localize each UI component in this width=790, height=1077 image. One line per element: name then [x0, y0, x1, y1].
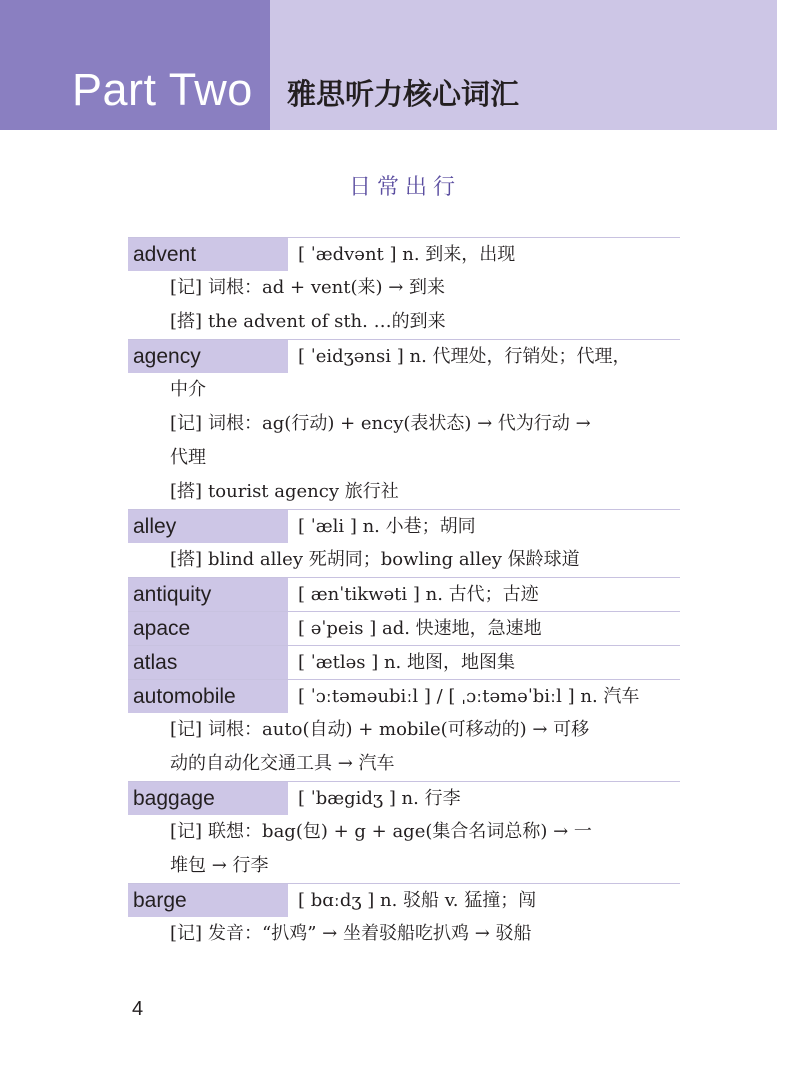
note-text: 代理	[170, 447, 206, 468]
entry-word: agency	[128, 340, 288, 373]
vocabulary-list	[128, 237, 680, 951]
entry-word: atlas	[128, 646, 288, 679]
page-header	[0, 0, 777, 130]
note-tag: [记]	[170, 821, 203, 842]
entry-head	[128, 237, 680, 271]
entry-definition: [ ˈædvənt ] n. 到来，出现	[298, 244, 516, 265]
entry-note	[128, 475, 680, 509]
entry-word: antiquity	[128, 578, 288, 611]
entry-definition: [ bɑːdʒ ] n. 驳船 v. 猛撞；闯	[298, 890, 537, 911]
entry-note	[128, 815, 680, 849]
note-text: 堆包 → 行李	[170, 855, 269, 876]
note-tag: [搭]	[170, 549, 203, 570]
entry-definition: [ əˈpeis ] ad. 快速地，急速地	[298, 618, 542, 639]
note-tag: [记]	[170, 413, 203, 434]
entry-note	[128, 747, 680, 781]
entry-definition: [ ˈbægidʒ ] n. 行李	[298, 788, 461, 809]
entry-head	[128, 883, 680, 917]
vocab-entry	[128, 339, 680, 509]
note-tag: [搭]	[170, 311, 203, 332]
entry-word: apace	[128, 612, 288, 645]
note-text: 词根：ag(行动) + ency(表状态) → 代为行动 →	[208, 413, 591, 434]
entry-note	[128, 305, 680, 339]
entry-note	[128, 917, 680, 951]
entry-word: barge	[128, 884, 288, 917]
entry-head	[128, 645, 680, 679]
note-text: blind alley 死胡同；bowling alley 保龄球道	[208, 549, 580, 570]
entry-head	[128, 679, 680, 713]
page-number: 4	[132, 998, 144, 1020]
entry-word: automobile	[128, 680, 288, 713]
vocab-entry	[128, 611, 680, 645]
vocab-entry	[128, 781, 680, 883]
entry-definition: [ ˈeidʒənsi ] n. 代理处，行销处；代理，	[298, 346, 631, 367]
entry-definition: [ ˈætləs ] n. 地图，地图集	[298, 652, 515, 673]
note-text: 发音：“扒鸡” → 坐着驳船吃扒鸡 → 驳船	[208, 923, 532, 944]
part-title: Part Two	[72, 64, 253, 115]
entry-note	[128, 849, 680, 883]
note-tag: [搭]	[170, 481, 203, 502]
vocab-entry	[128, 645, 680, 679]
note-text: tourist agency 旅行社	[208, 481, 399, 502]
entry-definition: [ ˈæli ] n. 小巷；胡同	[298, 516, 476, 537]
entry-word: baggage	[128, 782, 288, 815]
entry-word: alley	[128, 510, 288, 543]
note-text: the advent of sth. …的到来	[208, 311, 446, 332]
entry-note	[128, 543, 680, 577]
part-subtitle: 雅思听力核心词汇	[287, 77, 520, 111]
entry-note	[128, 713, 680, 747]
note-text: 联想：bag(包) + g + age(集合名词总称) → 一	[208, 821, 592, 842]
vocab-entry	[128, 237, 680, 339]
note-tag: [记]	[170, 719, 203, 740]
note-text: 动的自动化交通工具 → 汽车	[170, 753, 395, 774]
entry-definition: [ ˈɔːtəməubiːl ] / [ ˌɔːtəməˈbiːl ] n. 汽车	[298, 686, 640, 707]
section-title: 日常出行	[348, 175, 461, 200]
entry-head	[128, 611, 680, 645]
vocab-entry	[128, 509, 680, 577]
entry-note	[128, 441, 680, 475]
entry-note	[128, 407, 680, 441]
entry-head	[128, 577, 680, 611]
note-text: 词根：auto(自动) + mobile(可移动的) → 可移	[208, 719, 590, 740]
entry-head	[128, 509, 680, 543]
note-tag: [记]	[170, 923, 203, 944]
entry-definition-continued: 中介	[170, 379, 206, 400]
entry-definition: [ ænˈtikwəti ] n. 古代；古迹	[298, 584, 539, 605]
note-text: 词根：ad + vent(来) → 到来	[208, 277, 446, 298]
entry-word: advent	[128, 238, 288, 271]
vocab-entry	[128, 679, 680, 781]
entry-head	[128, 339, 680, 373]
vocab-entry	[128, 883, 680, 951]
entry-head	[128, 781, 680, 815]
note-tag: [记]	[170, 277, 203, 298]
vocab-entry	[128, 577, 680, 611]
entry-note	[128, 271, 680, 305]
